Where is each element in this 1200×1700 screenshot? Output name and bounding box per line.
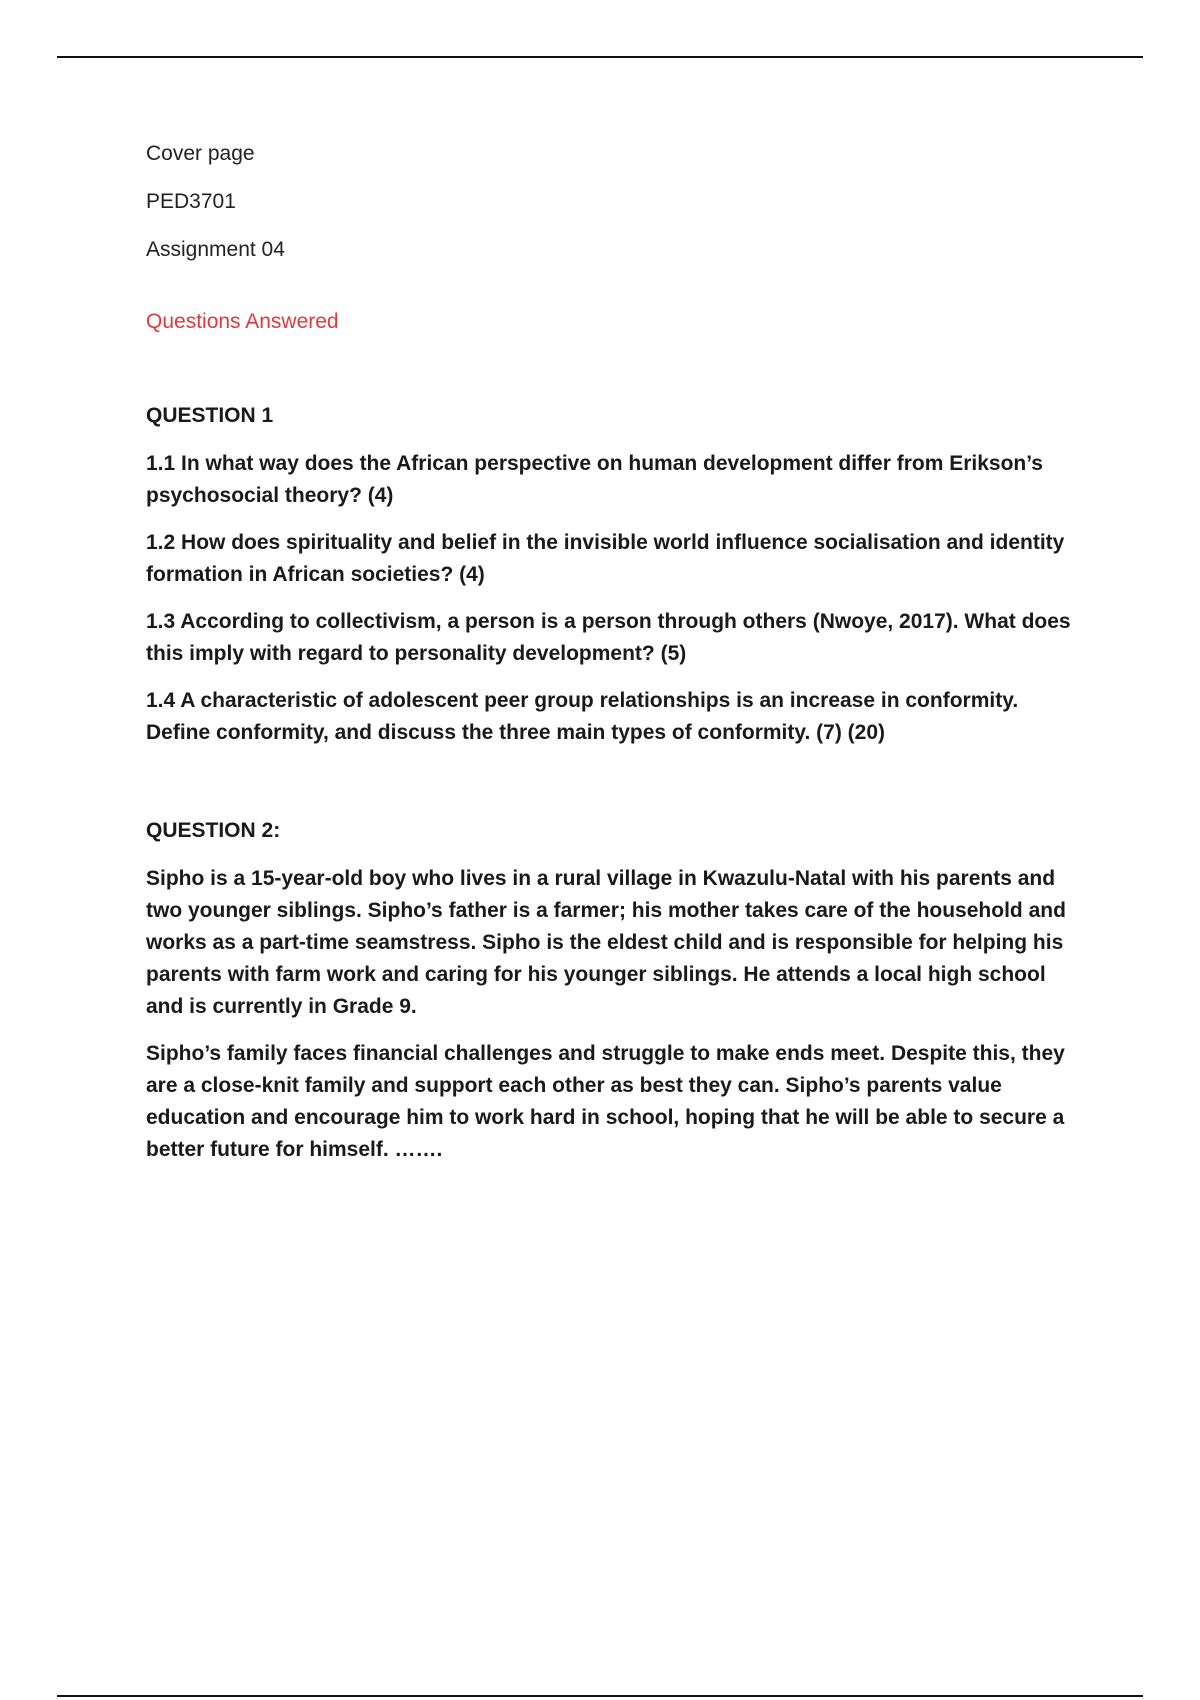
question-1-2: 1.2 How does spirituality and belief in the invisible world influence socialisation and identity formation in African societies? (4) bbox=[146, 531, 1065, 586]
question-2-section bbox=[146, 817, 1076, 1166]
question-2-paragraph-1: Sipho is a 15-year-old boy who lives in a rural village in Kwazulu-Natal with his parents and two younger siblings. Sipho’s father is a farmer; his mother takes care of the household and works as a part-time seamstress. Sipho is the eldest child and is responsible for helping his parents with farm work and caring for his younger siblings. He attends a local high school and is currently in Grade 9. bbox=[146, 867, 1066, 1018]
question-1-1: 1.1 In what way does the African perspective on human development differ from Erikson’s psychosocial theory? (4) bbox=[146, 452, 1043, 507]
question-2-paragraph-2: Sipho’s family faces financial challenges and struggle to make ends meet. Despite this, they are a close-knit family and support each other as best they can. Sipho’s parents value education and encourage him to work hard in school, hoping that he will be able to secure a better future for himself. ……. bbox=[146, 1042, 1065, 1161]
bottom-divider bbox=[57, 1695, 1143, 1697]
top-divider bbox=[57, 56, 1143, 58]
document-page bbox=[146, 140, 1076, 1181]
assignment-number: Assignment 04 bbox=[146, 238, 285, 261]
question-1-3: 1.3 According to collectivism, a person is a person through others (Nwoye, 2017). What does this imply with regard to personality development? (5) bbox=[146, 610, 1071, 665]
question-1-4: 1.4 A characteristic of adolescent peer group relationships is an increase in conformity. Define conformity, and discuss the three main types of conformity. (7) (20) bbox=[146, 689, 1019, 744]
cover-page-label: Cover page bbox=[146, 142, 255, 165]
question-2-heading: QUESTION 2: bbox=[146, 819, 281, 842]
question-1-section bbox=[146, 402, 1076, 749]
questions-answered-label: Questions Answered bbox=[146, 310, 339, 333]
course-code: PED3701 bbox=[146, 190, 236, 213]
question-1-heading: QUESTION 1 bbox=[146, 404, 274, 427]
